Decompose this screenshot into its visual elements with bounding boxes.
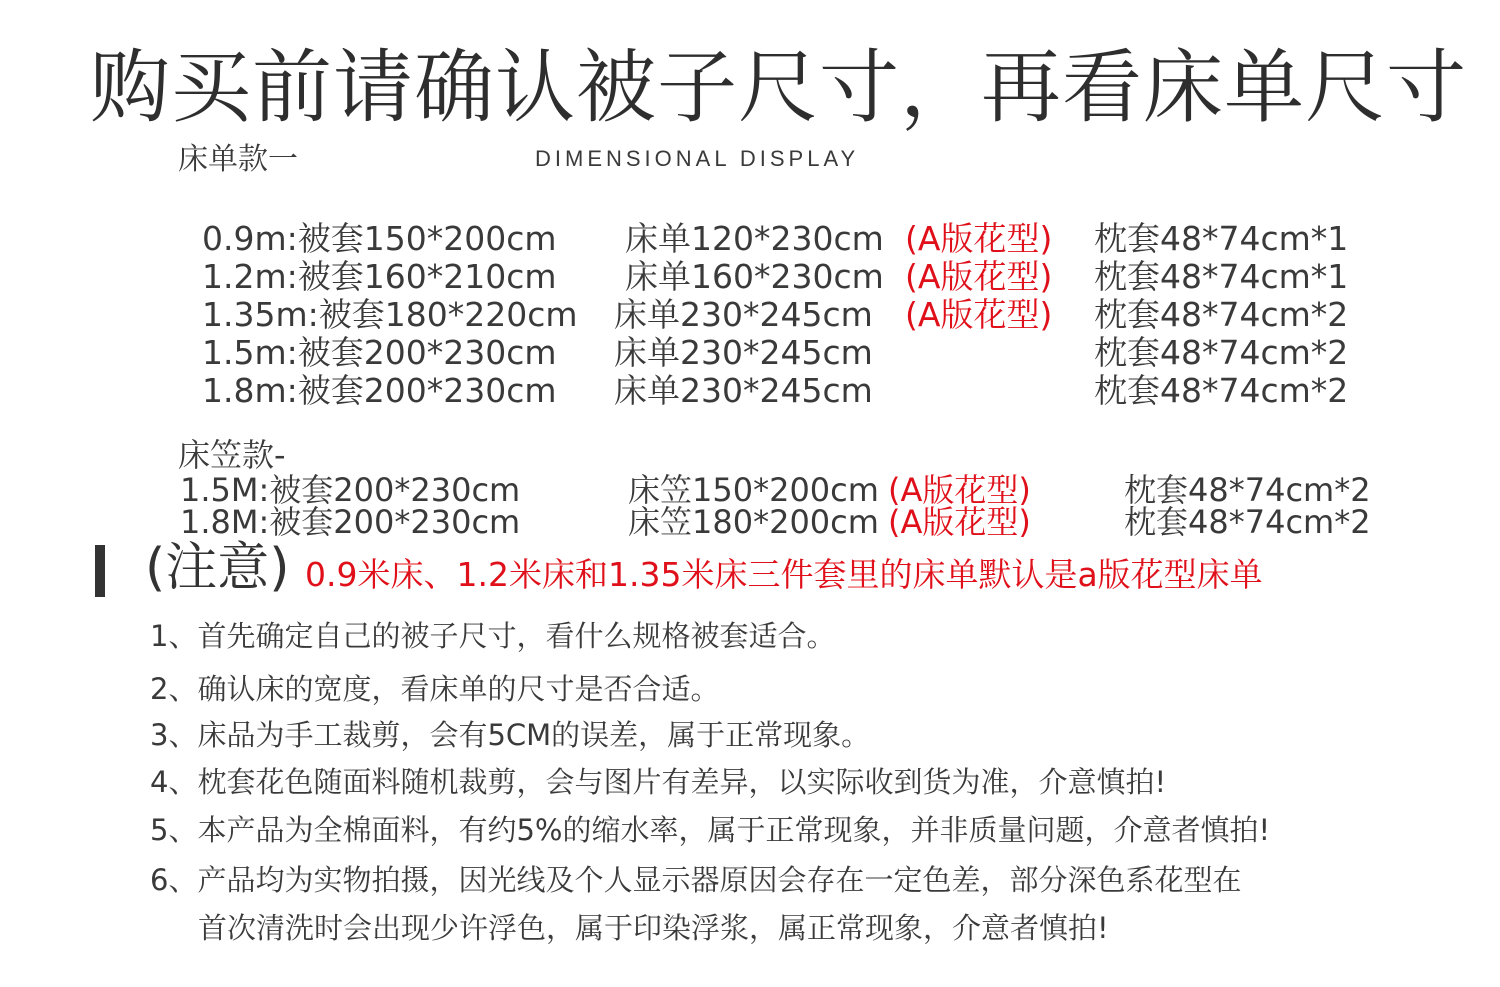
sheet-cell: 床单230*245cm [614,371,873,410]
notice-heading: (注意) [145,538,290,598]
list-item: 4、枕套花色随面料随机裁剪，会与图片有差异，以实际收到货为准，介意慎拍! [150,765,1167,799]
list-item: 5、本产品为全棉面料，有约5%的缩水率，属于正常现象，并非质量问题，介意者慎拍! [150,813,1271,847]
pillow-cell: 枕套48*74cm*2 [1094,371,1349,410]
size-cell: 1.2m:被套160*210cm [202,257,557,296]
pillow-cell: 枕套48*74cm*1 [1094,219,1349,258]
page-title: 购买前请确认被子尺寸，再看床单尺寸 [90,41,1467,134]
sheet-cell: 床单230*245cm [614,333,873,372]
list-item: 2、确认床的宽度，看床单的尺寸是否合适。 [150,672,720,706]
notice-marker [95,545,105,597]
sheet-cell: 床单230*245cm [614,295,873,334]
pillow-cell: 枕套48*74cm*2 [1124,503,1371,541]
section2-label: 床笠款- [178,436,286,474]
pattern-cell: (A版花型) [905,295,1053,334]
size-cell: 1.5m:被套200*230cm [202,333,557,372]
size-cell: 1.8M:被套200*230cm [180,503,521,541]
pattern-cell: (A版花型) [905,219,1053,258]
list-item: 1、首先确定自己的被子尺寸，看什么规格被套适合。 [150,619,836,653]
dimensional-display-label: DIMENSIONAL DISPLAY [535,146,860,171]
list-item: 首次清洗时会出现少许浮色，属于印染浮浆，属正常现象，介意者慎拍! [198,911,1109,945]
pattern-cell: (A版花型) [888,471,1031,509]
pattern-cell: (A版花型) [905,257,1053,296]
list-item: 3、床品为手工裁剪，会有5CM的误差，属于正常现象。 [150,718,871,752]
sheet-cell: 床笠150*200cm [628,471,879,509]
pattern-cell: (A版花型) [888,503,1031,541]
notice-highlight: 0.9米床、1.2米床和1.35米床三件套里的床单默认是a版花型床单 [305,555,1263,594]
section1-label: 床单款一 [178,142,298,177]
sheet-cell: 床单160*230cm [625,257,884,296]
size-cell: 1.8m:被套200*230cm [202,371,557,410]
size-cell: 0.9m:被套150*200cm [202,219,557,258]
pillow-cell: 枕套48*74cm*2 [1094,333,1349,372]
sheet-cell: 床笠180*200cm [628,503,879,541]
pillow-cell: 枕套48*74cm*2 [1094,295,1349,334]
sheet-cell: 床单120*230cm [625,219,884,258]
pillow-cell: 枕套48*74cm*1 [1094,257,1349,296]
list-item: 6、产品均为实物拍摄，因光线及个人显示器原因会存在一定色差，部分深色系花型在 [150,863,1242,897]
pillow-cell: 枕套48*74cm*2 [1124,471,1371,509]
size-cell: 1.35m:被套180*220cm [202,295,578,334]
size-cell: 1.5M:被套200*230cm [180,471,521,509]
